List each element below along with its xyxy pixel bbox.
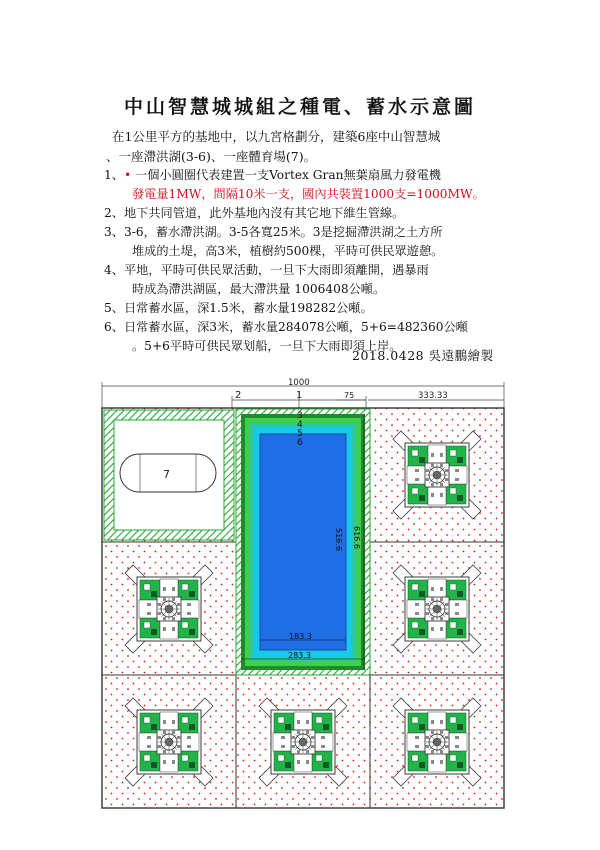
signature: 2018.0428 吳遠鵬繪製 [352, 348, 494, 363]
item-continuation: 時成為滯洪湖區，最大滯洪量 1006408公噸。 [132, 282, 386, 296]
smart-city-6 [393, 698, 481, 786]
smart-city-1 [393, 431, 481, 519]
intro-paragraph [106, 127, 512, 167]
dim-inner-width: 183.3 [289, 632, 312, 641]
dim-total-label: 1000 [288, 378, 310, 388]
dim-outer-height: 616.6 [352, 526, 361, 549]
list-item-6 [104, 318, 524, 337]
stadium-cell [104, 410, 234, 540]
legend-list [104, 166, 524, 356]
lake-label-6: 6 [297, 438, 303, 448]
item-continuation: 堆成的土堤，高3米，植樹約500棵，平時可供民眾遊憩。 [132, 244, 444, 258]
intro-line-2: 、一座滯洪湖(3-6)、一座體育場(7)。 [106, 149, 317, 164]
list-item-2 [104, 204, 524, 223]
list-item-1 [104, 166, 524, 185]
site-plan-diagram [92, 378, 516, 810]
item-continuation: 。5+6平時可供民眾划船，一旦下大雨即須上岸。 [132, 339, 402, 353]
smart-city-4 [125, 698, 213, 786]
dim-cell-label: 333.33 [418, 391, 448, 401]
item-number: 2、 [104, 206, 124, 220]
retention-lake [236, 409, 370, 675]
list-item-5 [104, 299, 524, 318]
lake-label-4: 4 [297, 420, 303, 430]
item-number: 5、 [104, 301, 124, 315]
item-number: 6、 [104, 320, 124, 334]
smart-city-2 [125, 565, 213, 653]
red-dot-icon: • [123, 168, 132, 182]
item-text: 3-6，蓄水滯洪湖。3-5各寬25米。3是挖掘滯洪湖之土方所 [123, 225, 443, 239]
item-number: 3、 [104, 225, 124, 239]
item-text: 一個小圓圈代表建置一支Vortex Gran無葉扇風力發電機 [131, 168, 441, 182]
lake-zone-6 [260, 434, 346, 650]
smart-city-3 [393, 565, 481, 653]
dim-left-number: 2 [235, 390, 242, 401]
dim-center-number: 1 [296, 390, 303, 401]
smart-city-5 [259, 698, 347, 786]
item-text: 日常蓄水區，深3米，蓄水量284078公噸，5+6=482360公噸 [123, 320, 468, 334]
item-number: 4、 [104, 263, 124, 277]
item-text: 地下共同管道，此外基地內沒有其它地下維生管線。 [123, 206, 405, 220]
item-text: 日常蓄水區，深1.5米，蓄水量198282公噸。 [123, 301, 373, 315]
site-plan-svg [92, 378, 516, 810]
list-item-3 [104, 223, 524, 242]
dim-outer-width: 283.3 [288, 651, 311, 660]
dim-75-label: 75 [344, 391, 355, 400]
item-text: 平地，平時可供民眾活動，一旦下大雨即須離開，遇暴雨 [123, 263, 429, 277]
dim-inner-height: 516.6 [334, 528, 343, 551]
lake-label-5: 5 [297, 429, 303, 439]
intro-line-1: 在1公里平方的基地中，以九宮格劃分，建築6座中山智慧城 [112, 129, 441, 144]
lake-label-3: 3 [297, 411, 303, 421]
item-continuation-red: 發電量1MW，間隔10米一支，國內共裝置1000支=1000MW。 [132, 187, 485, 201]
item-number: 1、 [104, 168, 124, 182]
stadium-label: 7 [163, 468, 170, 481]
list-item-4 [104, 261, 524, 280]
page-title: 中山智慧城城組之種電、蓄水示意圖 [123, 96, 476, 118]
